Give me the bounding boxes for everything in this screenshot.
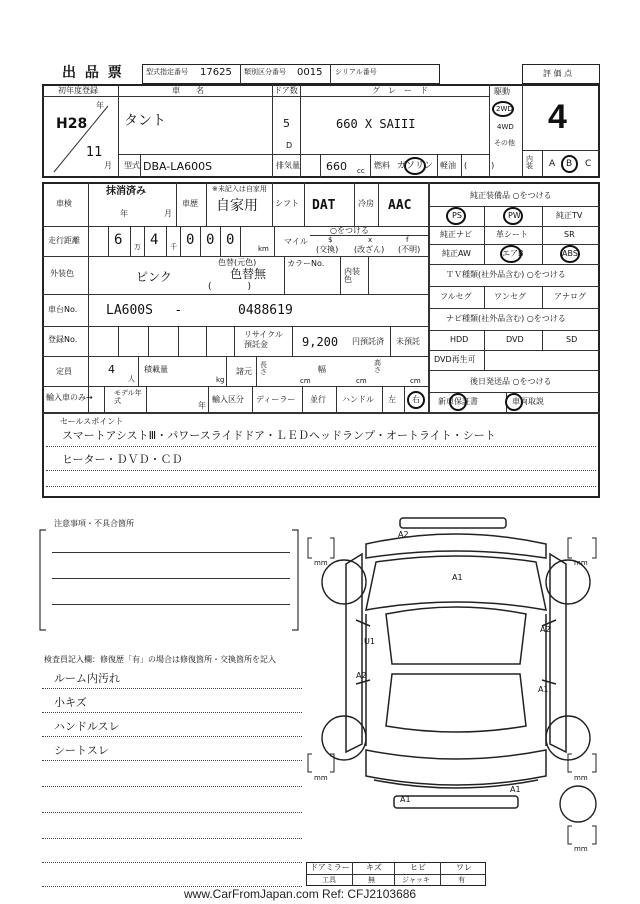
shaken-label: 車検 <box>56 199 72 208</box>
navi-sd: SD <box>566 335 578 344</box>
ft-r2c2: 無 <box>368 876 375 884</box>
month-value: 11 <box>86 145 103 160</box>
watermark: www.CarFromJapan.com Ref: CFJ2103686 <box>184 887 417 901</box>
doors-value: 5 <box>283 117 290 130</box>
navi-hdd: HDD <box>450 335 469 344</box>
naiso-b: B <box>566 159 573 169</box>
ft-r2c1: 工具 <box>322 876 336 884</box>
koukan-label: (交換) <box>316 245 339 254</box>
nenryo-value: ガソリン <box>397 161 434 171</box>
tv-one: ワンセグ <box>494 292 526 301</box>
sym-3: f <box>406 236 409 244</box>
naiso-shoku-label: 内装色 <box>344 267 360 284</box>
shift-value: DAT <box>312 198 336 213</box>
sales-line-2: ヒーター・ＤＶＤ・ＣＤ <box>62 453 183 466</box>
mark-a2-right: A2 <box>540 625 551 634</box>
kaizan-label: (改ざん) <box>354 245 385 254</box>
hassou-torisetsu-circle <box>505 393 523 411</box>
naiso-b-circle <box>561 155 578 173</box>
naiso-c: C <box>585 159 592 169</box>
yunyu-label: 輸入車のみ→ <box>46 393 93 402</box>
dealer-label: ディーラー <box>256 395 296 404</box>
mark-a2-front: A2 <box>398 530 409 539</box>
dvd-label: DVD再生可 <box>434 355 476 364</box>
handle-label: ハンドル <box>342 395 374 404</box>
km-label: km <box>258 245 269 253</box>
katashiki2-value: DBA-LA600S <box>143 160 213 173</box>
shadai-model: LA600S <box>106 303 153 318</box>
soko-digit-3: 0 <box>186 232 195 248</box>
shahei-value: 自家用 <box>216 198 258 214</box>
drive-2wd-circle <box>492 101 514 117</box>
doors-label: ドア数 <box>274 86 298 95</box>
opt-airb: エアB <box>502 249 524 258</box>
shahei-note: ※未記入は自家用 <box>212 185 267 193</box>
note-item-1: ルーム内汚れ <box>54 672 120 685</box>
sekisai-label: 積載量 <box>144 365 168 374</box>
shadai-dash: - <box>176 303 181 318</box>
taka-label: 高さ <box>374 359 381 374</box>
mm-label-4: mm <box>574 774 588 782</box>
opt-ps-circle <box>446 207 466 225</box>
hassou-title: 後日発送品 ○をつける <box>470 377 552 386</box>
keiyu-paren: ( ) <box>464 161 495 170</box>
irogae-paren: ( ) <box>208 282 252 292</box>
reibo-value: AAC <box>388 198 412 213</box>
navi-dvd: DVD <box>506 335 524 344</box>
ft-r1c2: キズ <box>366 863 382 872</box>
migi-label: 右 <box>412 395 420 404</box>
note-item-4: シートスレ <box>54 744 109 757</box>
serial-label: シリアル番号 <box>335 68 377 76</box>
nen-label: 年 <box>198 401 206 410</box>
tv-full: フルセグ <box>440 292 472 301</box>
doors-suffix: D <box>286 141 293 150</box>
kensa-label: 検査員記入欄：修復歴「有」の場合は修復箇所・交換箇所を記入 <box>44 655 276 664</box>
ft-r1c4: ワレ <box>456 863 472 872</box>
shonendo-label: 初年度登録 <box>58 86 98 95</box>
cm-label-1: cm <box>300 377 311 385</box>
cm-label-2: cm <box>356 377 367 385</box>
sym-2: x <box>368 236 373 244</box>
year-label: 年 <box>96 101 104 110</box>
chui-bracket <box>36 524 306 636</box>
drive-2wd: 2WD <box>496 105 513 113</box>
shaken-year: 年 <box>120 209 128 218</box>
teiin-label: 定員 <box>56 367 72 376</box>
opt-pw-circle <box>503 207 523 225</box>
year-value: H28 <box>56 116 88 132</box>
ft-r1c1: ドアミラー <box>310 863 350 872</box>
shamei-value: タント <box>124 113 166 129</box>
haikiryo-value: 660 <box>326 160 347 173</box>
opt-abs: ABS <box>562 249 578 258</box>
sales-line-1: スマートアシストⅢ・パワースライドドア・ＬＥＤヘッドランプ・オートライト・シート <box>62 429 496 442</box>
katashiki2-label: 型式 <box>124 161 140 170</box>
color-no-label: カラーNo. <box>287 259 325 268</box>
soko-digit-2: 4 <box>150 232 159 248</box>
mark-u1-left: U1 <box>364 637 375 646</box>
hidari-label: 左 <box>388 395 396 404</box>
chui-label: 注意事項・不具合箇所 <box>54 519 134 528</box>
shahei-label: 車歴 <box>182 199 198 208</box>
note-item-2: 小キズ <box>54 696 87 709</box>
mark-a1-rear: A1 <box>510 785 521 794</box>
naga-label: 長さ <box>260 361 267 376</box>
shadai-num: 0488619 <box>238 303 293 318</box>
drive-other: その他 <box>494 139 515 147</box>
opt-tv: 純正TV <box>556 211 583 220</box>
nenryo-label: 燃料 <box>374 161 390 170</box>
grade-value: 660 X SAIII <box>336 117 416 131</box>
hassou-hosho: 新車保証書 <box>438 397 478 406</box>
hassou-torisetsu: 車両取説 <box>512 397 544 406</box>
mi-yotaku: 未預託 <box>396 337 420 346</box>
mark-a1-hood: A1 <box>452 573 463 582</box>
sen-label: 千 <box>170 243 177 251</box>
opt-aw: 純正AW <box>442 249 471 258</box>
drive-4wd: 4WD <box>497 123 514 131</box>
opt-kawa: 革シート <box>496 230 528 239</box>
opt-ps: PS <box>452 211 462 220</box>
yotaku-zumi: 円預託済 <box>352 337 384 346</box>
sym-1: $ <box>328 236 333 244</box>
navi-title: ナビ種類(社外品含む) ○をつける <box>446 314 566 323</box>
cc-label: cc <box>357 167 365 175</box>
shadai-label: 車台No. <box>48 305 78 314</box>
grade-label: グ レ ー ド <box>372 86 428 95</box>
note-item-3: ハンドルスレ <box>54 720 120 733</box>
car-damage-diagram <box>306 514 606 854</box>
mark-a1-right: A1 <box>538 685 549 694</box>
ft-r1c3: ヒビ <box>410 863 426 872</box>
soko-digit-4: 0 <box>206 232 215 248</box>
ruibetsu-label: 類別区分番号 <box>244 68 286 76</box>
gaisoshoku-value: ピンク <box>136 270 172 284</box>
document-title: 出 品 票 <box>62 65 124 81</box>
recycle-label: リサイクル預託金 <box>244 330 283 349</box>
opt-navi: 純正ナビ <box>440 230 472 239</box>
shift-label: シフト <box>275 199 299 208</box>
reibo-label: 冷房 <box>358 199 374 208</box>
score-value: 4 <box>548 98 567 136</box>
keiyu-label: 軽油 <box>440 161 456 170</box>
sales-label: セールスポイント <box>60 417 124 426</box>
fumei-label: (不明) <box>398 245 421 254</box>
fuel-circle <box>404 157 426 175</box>
mm-label-3: mm <box>314 774 328 782</box>
cm-label-3: cm <box>410 377 421 385</box>
tv-analog: アナログ <box>554 292 586 301</box>
irogae-value: 色替無 <box>230 267 267 281</box>
ruibetsu-value: 0015 <box>297 67 323 78</box>
heiko-label: 並行 <box>310 395 326 404</box>
mile-label: マイル <box>284 237 308 246</box>
shamei-label: 車 名 <box>172 86 204 95</box>
soko-digit-5: 0 <box>226 232 235 248</box>
ft-r2c4: 有 <box>458 876 465 884</box>
shaken-month: 月 <box>164 209 172 218</box>
katashiki-label: 型式指定番号 <box>146 68 188 76</box>
ft-r2c3: ジャッキ <box>402 876 430 884</box>
haba-label: 幅 <box>318 365 326 374</box>
naiso-label: 内装 <box>526 155 533 170</box>
opt-pw: PW <box>508 211 521 220</box>
soko-digit-1: 6 <box>114 232 123 248</box>
model-nen-label: モデル年式 <box>114 389 142 405</box>
soko-label: 走行距離 <box>48 236 80 245</box>
opt-airb-circle <box>500 245 522 263</box>
opt-sr: SR <box>564 230 575 239</box>
yunyu-kubun-label: 輸入区分 <box>212 395 244 404</box>
mark-label: ○をつける <box>330 226 369 235</box>
hassou-hosho-circle <box>449 393 467 411</box>
irogae-label: 色替(元色) <box>218 258 257 267</box>
gaisoshoku-label: 外装色 <box>50 269 74 278</box>
katashiki-value: 17625 <box>200 67 232 78</box>
junsei-title: 純正装備品 ○をつける <box>470 191 552 200</box>
kg-label: kg <box>216 376 225 384</box>
naiso-a: A <box>549 159 556 169</box>
recycle-value: 9,200 <box>302 335 339 349</box>
tv-title: ＴＶ種類(社外品含む) ○をつける <box>446 270 566 279</box>
hyoka-label: 評 価 点 <box>543 69 573 78</box>
man-label: 万 <box>134 243 141 251</box>
mark-a1-bumper: A1 <box>400 795 411 804</box>
shohen-label: 諸元 <box>236 367 252 376</box>
kudo-label: 駆動 <box>494 87 510 96</box>
date-slash <box>50 100 114 176</box>
mm-label-5: mm <box>574 845 588 853</box>
nin-label: 人 <box>128 375 135 383</box>
opt-abs-circle <box>560 245 580 263</box>
migi-circle <box>407 391 425 409</box>
shaken-value: 抹消済み <box>106 186 146 197</box>
mm-label-2: mm <box>574 559 588 567</box>
teiin-value: 4 <box>108 363 115 376</box>
mark-a2-left: A2 <box>356 671 367 680</box>
month-label: 月 <box>104 161 112 170</box>
haikiryo-label: 排気量 <box>276 161 300 170</box>
toroku-label: 登録No. <box>48 335 78 344</box>
mm-label-1: mm <box>314 559 328 567</box>
